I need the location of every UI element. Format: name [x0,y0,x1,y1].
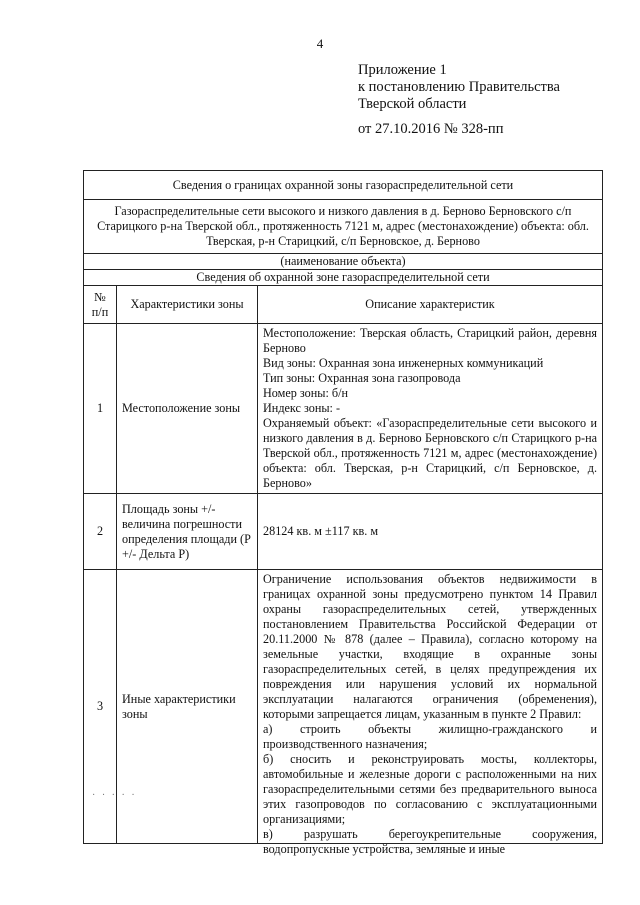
description-line: 28124 кв. м ±117 кв. м [263,524,379,538]
object-caption: (наименование объекта) [84,254,603,270]
page-number: 4 [316,36,324,51]
description-line: а) строить объекты жилищно-гражданского и производственного назначения; [263,722,598,751]
scan-artifact: · · · · · [92,790,137,801]
row-characteristic: Иные характеристики зоны [117,570,258,844]
row-description [258,494,603,570]
object-name: Газораспределительные сети высокого и низкого давления в д. Берново Берновского с/п Старицкого р-на Тверской обл., протяженность 7121 м, адрес (местонахождение) объекта: обл. Тверская, р-н Старицкий, с/п Берновское, д. Берново [84,200,603,254]
description-line: в) разрушать берегоукрепительные сооружения, водопропускные устройства, земляные и иные [263,827,598,856]
row-number: 2 [84,494,117,570]
column-header-characteristic: Характеристики зоны [117,286,258,324]
appendix-line: к постановлению Правительства [358,79,560,95]
table-title: Сведения о границах охранной зоны газораспределительной сети [84,171,603,200]
column-header-description: Описание характеристик [258,286,603,324]
description-line: б) сносить и реконструировать мосты, коллекторы, автомобильные и железные дороги с расположенными на них газораспределительными сетями без предварительного выноса этих газопроводов по согласованию с эксплуатационными организациями; [263,752,598,826]
table-row [84,494,603,570]
row-description [258,570,603,856]
appendix-header [358,62,560,138]
appendix-line: Приложение 1 [358,62,447,78]
row-description [258,324,603,494]
description-line: Вид зоны: Охранная зона инженерных коммуникаций [263,356,544,370]
row-number: 3 [84,570,117,844]
description-line: Тип зоны: Охранная зона газопровода [263,371,461,385]
description-line: Местоположение: Тверская область, Старицкий район, деревня Берново [263,326,598,355]
column-header-num: № п/п [84,286,117,324]
section-title: Сведения об охранной зоне газораспределительной сети [84,270,603,286]
table-row [84,324,603,494]
description-line: Охраняемый объект: «Газораспределительные сети высокого и низкого давления в д. Берново Берновского с/п Старицкого р-на Тверской обл., протяженность 7121 м, адрес (местонахождение) объекта: обл. Тверская, р-н Старицкий, с/п Берновское, д. Берново» [263,416,598,490]
table-row [84,570,603,844]
appendix-line: Тверской области [358,96,467,112]
description-line: Номер зоны: б/н [263,386,349,400]
row-characteristic: Местоположение зоны [117,324,258,494]
protection-zone-table [83,170,603,856]
row-number: 1 [84,324,117,494]
description-line: Ограничение использования объектов недвижимости в границах охранной зоны предусмотрено пунктом 14 Правил охраны газораспределительных сетей, утвержденных постановлением Правительства Российской Федерации от 20.11.2000 № 878 (далее – Правила), согласно которому на земельные участки, входящие в охранные зоны газораспределительных сетей, в целях предупреждения их повреждения или нарушения условий их нормальной эксплуатации налагаются ограничения (обременения), которыми запрещается лицам, указанным в пункте 2 Правил: [263,572,598,721]
description-line: Индекс зоны: - [263,401,341,415]
row-characteristic: Площадь зоны +/- величина погрешности определения площади (Р +/- Дельта Р) [117,494,258,570]
appendix-date: от 27.10.2016 № 328-пп [358,121,504,137]
